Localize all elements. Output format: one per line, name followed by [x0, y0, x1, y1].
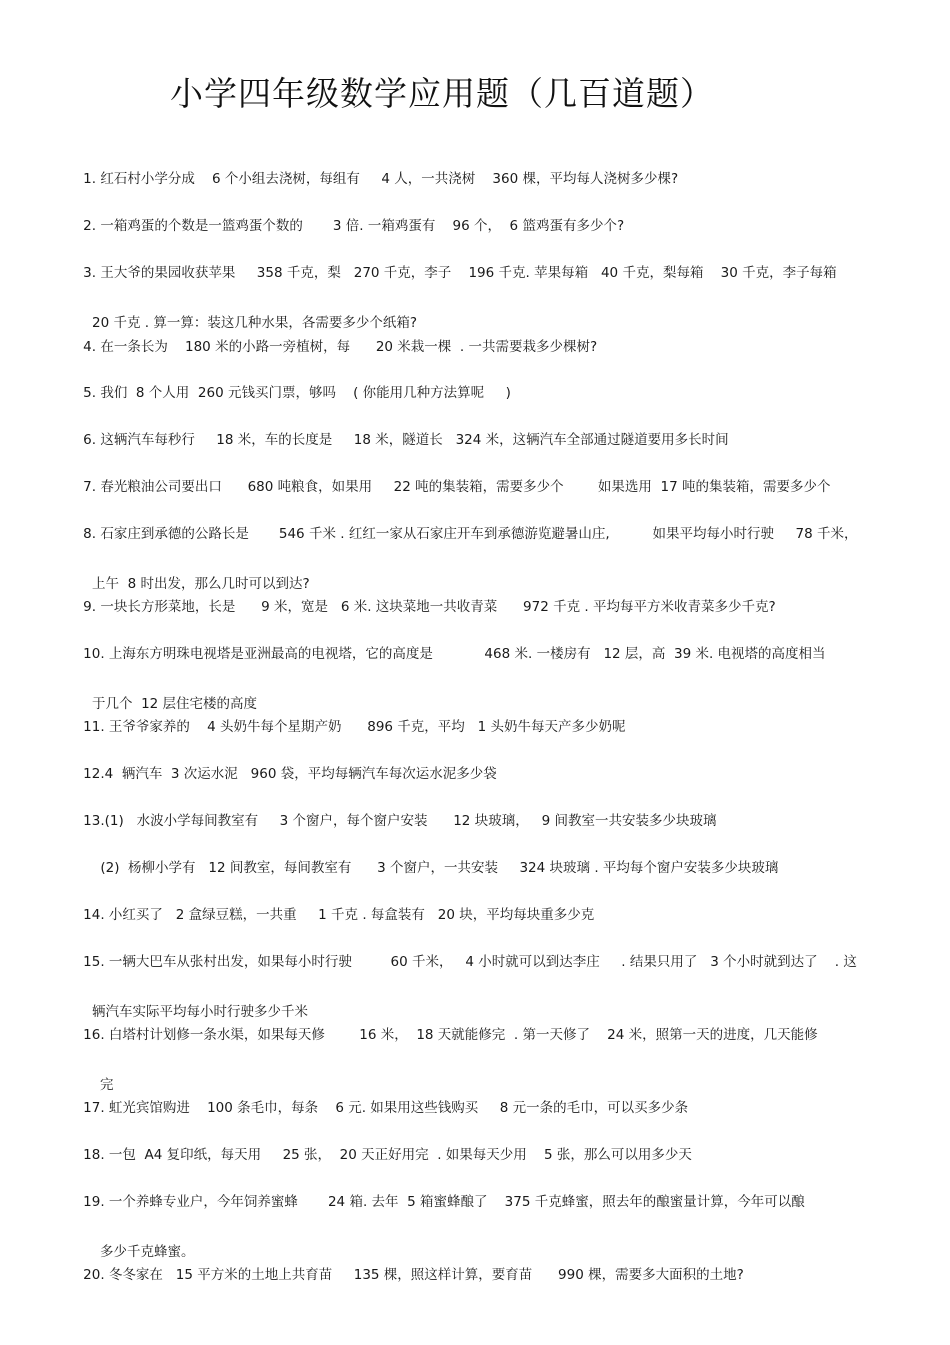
question-text: 5. 我们 8 个人用 260 元钱买门票，够吗 ( 你能用几种方法算呢 ) [83, 385, 511, 401]
question-text: 4. 在一条长为 180 米的小路一旁植树，每 20 米栽一棵 . 一共需要栽多少棵树? [83, 339, 598, 355]
question-text: 12.4 辆汽车 3 次运水泥 960 袋，平均每辆汽车每次运水泥多少袋 [83, 766, 497, 782]
question-text: 18. 一包 A4 复印纸，每天用 25 张， 20 天正好用完 . 如果每天少用 5 张，那么可以用多少天 [83, 1147, 692, 1163]
question-continuation: 辆汽车实际平均每小时行驶多少千米 [92, 1004, 308, 1020]
question-text: 16. 白塔村计划修一条水渠，如果每天修 16 米， 18 天就能修完 . 第一天修了 24 米，照第一天的进度，几天能修 [83, 1027, 818, 1043]
question-text: 10. 上海东方明珠电视塔是亚洲最高的电视塔，它的高度是 468 米. 一楼房有 12 层，高 39 米. 电视塔的高度相当 [83, 646, 826, 662]
question-text: 8. 石家庄到承德的公路长是 546 千米 . 红红一家从石家庄开车到承德游览避暑山庄, 如果平均每小时行驶 78 千米， [83, 526, 858, 542]
question-text: 6. 这辆汽车每秒行 18 米，车的长度是 18 米，隧道长 324 米，这辆汽车全部通过隧道要用多长时间 [83, 432, 729, 448]
question-text: 13.(1) 水波小学每间教室有 3 个窗户，每个窗户安装 12 块玻璃， 9 间教室一共安装多少块玻璃 [83, 813, 717, 829]
question-text: 3. 王大爷的果园收获苹果 358 千克，梨 270 千克，李子 196 千克. 苹果每箱 40 千克，梨每箱 30 千克，李子每箱 [83, 265, 837, 281]
question-text: 19. 一个养蜂专业户，今年饲养蜜蜂 24 箱. 去年 5 箱蜜蜂酿了 375 千克蜂蜜，照去年的酿蜜量计算，今年可以酿 [83, 1194, 805, 1210]
question-continuation: 20 千克 . 算一算：装这几种水果，各需要多少个纸箱? [92, 315, 418, 331]
page-title: 小学四年级数学应用题（几百道题） [170, 74, 714, 113]
question-text: 1. 红石村小学分成 6 个小组去浇树，每组有 4 人，一共浇树 360 棵，平均每人浇树多少棵? [83, 171, 679, 187]
question-continuation: 上午 8 时出发，那么几时可以到达? [92, 576, 310, 592]
question-text: 9. 一块长方形菜地，长是 9 米，宽是 6 米. 这块菜地一共收青菜 972 千克 . 平均每平方米收青菜多少千克? [83, 599, 776, 615]
question-text: 15. 一辆大巴车从张村出发，如果每小时行驶 60 千米， 4 小时就可以到达李庄 . 结果只用了 3 个小时就到达了 . 这 [83, 954, 857, 970]
question-continuation: 多少千克蜂蜜。 [100, 1244, 195, 1260]
question-text: (2) 杨柳小学有 12 间教室，每间教室有 3 个窗户，一共安装 324 块玻璃 . 平均每个窗户安装多少块玻璃 [83, 860, 779, 876]
question-text: 14. 小红买了 2 盒绿豆糕，一共重 1 千克 . 每盒装有 20 块，平均每块重多少克 [83, 907, 595, 923]
question-text: 17. 虹光宾馆购进 100 条毛巾，每条 6 元. 如果用这些钱购买 8 元一条的毛巾，可以买多少条 [83, 1100, 689, 1116]
question-text: 2. 一箱鸡蛋的个数是一篮鸡蛋个数的 3 倍. 一箱鸡蛋有 96 个， 6 篮鸡蛋有多少个? [83, 218, 625, 234]
question-text: 11. 王爷爷家养的 4 头奶牛每个星期产奶 896 千克，平均 1 头奶牛每天产多少奶呢 [83, 719, 626, 735]
question-text: 7. 春光粮油公司要出口 680 吨粮食，如果用 22 吨的集装箱，需要多少个 如果选用 17 吨的集装箱，需要多少个 [83, 479, 831, 495]
question-text: 20. 冬冬家在 15 平方米的土地上共育苗 135 棵，照这样计算，要育苗 990 棵，需要多大面积的土地? [83, 1267, 744, 1283]
question-20 [66, 1238, 896, 1313]
question-continuation: 完 [100, 1077, 114, 1093]
question-continuation: 于几个 12 层住宅楼的高度 [92, 696, 258, 712]
